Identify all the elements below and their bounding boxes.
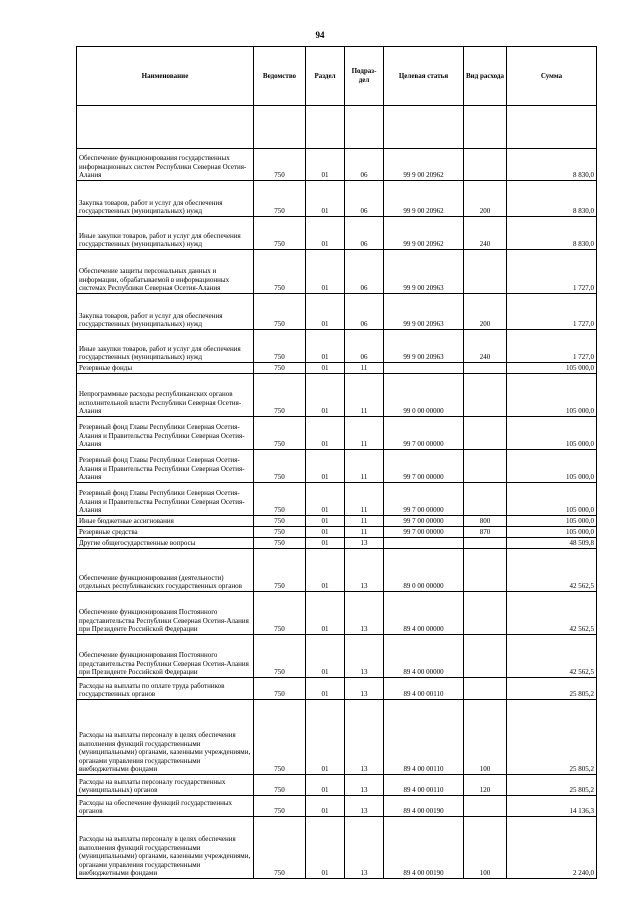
cell-amount: 105 000,0 (507, 363, 597, 374)
cell-expense-type: 240 (464, 330, 507, 363)
table-row (77, 417, 597, 450)
cell-name: Обеспечение функционирования Постоянного представительства Республики Северная Осетия-Алания при Президенте Российской Федерации (77, 635, 254, 678)
cell-section: 01 (306, 450, 345, 483)
table-header-row (77, 47, 597, 106)
cell-name: Обеспечение защиты персональных данных и информации, обрабатываемой в информационных системах Республики Северная Осетия-Алания (77, 250, 254, 294)
table-row (77, 483, 597, 516)
table-row (77, 635, 597, 678)
cell-department: 750 (254, 549, 306, 592)
cell-name: Иные бюджетные ассигнования (77, 516, 254, 527)
cell-section: 01 (306, 363, 345, 374)
page-number: 94 (315, 30, 325, 40)
cell-department: 750 (254, 796, 306, 817)
cell-subsection: 13 (345, 635, 384, 678)
cell-name: Расходы на выплаты персоналу в целях обеспечения выполнения функций государственными (муниципальными) органами, казенными учреждениями, органами управления государственными внебюджетными фондами (77, 700, 254, 775)
cell-section: 01 (306, 678, 345, 700)
cell-subsection: 11 (345, 527, 384, 538)
table-row (77, 549, 597, 592)
header-expense-type: Вид расхода (464, 47, 507, 106)
cell-section: 01 (306, 181, 345, 217)
header-amount: Сумма (507, 47, 597, 106)
table-row (77, 250, 597, 294)
table-row (77, 538, 597, 549)
cell-amount: 105 000,0 (507, 417, 597, 450)
table-row (77, 700, 597, 775)
cell-subsection: 06 (345, 330, 384, 363)
cell-section: 01 (306, 635, 345, 678)
cell-amount: 1 727,0 (507, 330, 597, 363)
cell-subsection: 11 (345, 363, 384, 374)
cell-section: 01 (306, 294, 345, 330)
cell-department: 750 (254, 250, 306, 294)
cell-target: 99 7 00 00000 (384, 527, 464, 538)
cell-section: 01 (306, 775, 345, 796)
cell-section: 01 (306, 217, 345, 250)
cell-department: 750 (254, 149, 306, 181)
cell-expense-type (464, 450, 507, 483)
cell-name: Резервный фонд Главы Республики Северная Осетия-Алания и Правительства Республики Северная Осетия-Алания (77, 483, 254, 516)
cell-target: 89 4 00 00110 (384, 700, 464, 775)
table-row (77, 330, 597, 363)
header-department: Ведомство (254, 47, 306, 106)
cell-amount: 1 727,0 (507, 294, 597, 330)
cell-subsection: 11 (345, 417, 384, 450)
cell-subsection: 11 (345, 516, 384, 527)
cell-target: 89 4 00 00190 (384, 817, 464, 879)
cell-section: 01 (306, 592, 345, 635)
cell-department: 750 (254, 450, 306, 483)
cell-subsection: 11 (345, 450, 384, 483)
cell-expense-type (464, 483, 507, 516)
cell-section: 01 (306, 250, 345, 294)
cell-subsection: 13 (345, 817, 384, 879)
cell-expense-type (464, 635, 507, 678)
cell-subsection: 13 (345, 678, 384, 700)
cell-department: 750 (254, 374, 306, 417)
cell-department: 750 (254, 775, 306, 796)
cell-subsection: 11 (345, 374, 384, 417)
table-row (77, 775, 597, 796)
cell-department: 750 (254, 417, 306, 450)
cell-subsection: 06 (345, 250, 384, 294)
cell-expense-type: 800 (464, 516, 507, 527)
cell-amount: 14 136,3 (507, 796, 597, 817)
table-row (77, 592, 597, 635)
cell-section: 01 (306, 817, 345, 879)
cell-expense-type (464, 538, 507, 549)
table-row (77, 363, 597, 374)
table-row (77, 796, 597, 817)
cell-expense-type: 870 (464, 527, 507, 538)
cell-department: 750 (254, 635, 306, 678)
table-row (77, 678, 597, 700)
cell-name: Расходы на выплаты персоналу государственных (муниципальных) органов (77, 775, 254, 796)
cell-expense-type (464, 363, 507, 374)
cell-name: Обеспечение функционирования (деятельности) отдельных республиканских государственных органов (77, 549, 254, 592)
table-body (77, 149, 597, 879)
header-target: Целевая статья (384, 47, 464, 106)
cell-expense-type (464, 374, 507, 417)
cell-amount: 8 830,0 (507, 181, 597, 217)
cell-expense-type: 200 (464, 294, 507, 330)
cell-amount: 25 805,2 (507, 678, 597, 700)
cell-name: Расходы на выплаты персоналу в целях обеспечения выполнения функций государственными (муниципальными) органами, казенными учреждениями, органами управления государственными внебюджетными фондами (77, 817, 254, 879)
cell-target: 89 4 00 00000 (384, 635, 464, 678)
table-spacer-row (77, 106, 597, 149)
cell-expense-type (464, 592, 507, 635)
table-row (77, 527, 597, 538)
cell-target: 89 4 00 00000 (384, 592, 464, 635)
cell-amount: 2 240,0 (507, 817, 597, 879)
cell-section: 01 (306, 483, 345, 516)
cell-target: 99 9 00 20963 (384, 294, 464, 330)
budget-table (76, 46, 597, 879)
cell-subsection: 06 (345, 149, 384, 181)
cell-department: 750 (254, 181, 306, 217)
cell-expense-type (464, 796, 507, 817)
cell-name: Резервные фонды (77, 363, 254, 374)
cell-name: Другие общегосударственные вопросы (77, 538, 254, 549)
cell-target: 99 7 00 00000 (384, 483, 464, 516)
cell-subsection: 13 (345, 700, 384, 775)
cell-name: Резервный фонд Главы Республики Северная Осетия-Алания и Правительства Республики Северная Осетия-Алания (77, 417, 254, 450)
header-name: Наименование (77, 47, 254, 106)
table-row (77, 817, 597, 879)
cell-section: 01 (306, 149, 345, 181)
cell-section: 01 (306, 516, 345, 527)
cell-amount: 105 000,0 (507, 516, 597, 527)
cell-subsection: 13 (345, 775, 384, 796)
table-row (77, 516, 597, 527)
cell-expense-type (464, 417, 507, 450)
cell-amount: 42 562,5 (507, 635, 597, 678)
cell-amount: 48 509,8 (507, 538, 597, 549)
cell-subsection: 06 (345, 294, 384, 330)
cell-expense-type (464, 149, 507, 181)
cell-amount: 8 830,0 (507, 149, 597, 181)
cell-department: 750 (254, 700, 306, 775)
cell-department: 750 (254, 592, 306, 635)
cell-amount: 42 562,5 (507, 549, 597, 592)
cell-name: Закупка товаров, работ и услуг для обеспечения государственных (муниципальных) нужд (77, 294, 254, 330)
cell-section: 01 (306, 330, 345, 363)
cell-name: Обеспечение функционирования государственных информационных систем Республики Северная Осетия-Алания (77, 149, 254, 181)
cell-target (384, 538, 464, 549)
cell-name: Обеспечение функционирования Постоянного представительства Республики Северная Осетия-Алания при Президенте Российской Федерации (77, 592, 254, 635)
cell-expense-type: 100 (464, 817, 507, 879)
cell-department: 750 (254, 817, 306, 879)
cell-section: 01 (306, 538, 345, 549)
cell-expense-type (464, 678, 507, 700)
cell-target: 89 4 00 00190 (384, 796, 464, 817)
table-row (77, 149, 597, 181)
cell-target: 99 9 00 20962 (384, 149, 464, 181)
cell-target: 99 9 00 20962 (384, 181, 464, 217)
table-row (77, 374, 597, 417)
cell-amount: 25 805,2 (507, 775, 597, 796)
cell-name: Иные закупки товаров, работ и услуг для обеспечения государственных (муниципальных) нужд (77, 330, 254, 363)
cell-target: 99 7 00 00000 (384, 417, 464, 450)
cell-target: 99 9 00 20962 (384, 217, 464, 250)
table-row (77, 181, 597, 217)
cell-subsection: 13 (345, 549, 384, 592)
cell-section: 01 (306, 374, 345, 417)
cell-target: 99 9 00 20963 (384, 250, 464, 294)
cell-expense-type: 200 (464, 181, 507, 217)
cell-section: 01 (306, 549, 345, 592)
table-row (77, 450, 597, 483)
cell-section: 01 (306, 527, 345, 538)
cell-expense-type (464, 250, 507, 294)
cell-section: 01 (306, 417, 345, 450)
cell-target: 89 4 00 00110 (384, 775, 464, 796)
cell-section: 01 (306, 796, 345, 817)
cell-subsection: 13 (345, 592, 384, 635)
cell-amount: 25 805,2 (507, 700, 597, 775)
cell-subsection: 06 (345, 217, 384, 250)
header-section: Раздел (306, 47, 345, 106)
cell-department: 750 (254, 678, 306, 700)
cell-amount: 105 000,0 (507, 374, 597, 417)
cell-name: Расходы на обеспечение функций государственных органов (77, 796, 254, 817)
cell-expense-type (464, 549, 507, 592)
cell-target: 89 4 00 00110 (384, 678, 464, 700)
cell-name: Расходы на выплаты по оплате труда работников государственных органов (77, 678, 254, 700)
cell-amount: 1 727,0 (507, 250, 597, 294)
cell-subsection: 13 (345, 796, 384, 817)
cell-name: Резервный фонд Главы Республики Северная Осетия-Алания и Правительства Республики Северная Осетия-Алания (77, 450, 254, 483)
cell-department: 750 (254, 483, 306, 516)
cell-name: Непрограммные расходы республиканских органов исполнительной власти Республики Северная Осетия-Алания (77, 374, 254, 417)
cell-department: 750 (254, 330, 306, 363)
cell-target: 99 9 00 20963 (384, 330, 464, 363)
cell-target: 99 0 00 00000 (384, 374, 464, 417)
cell-section: 01 (306, 700, 345, 775)
cell-name: Резервные средства (77, 527, 254, 538)
cell-target: 89 0 00 00000 (384, 549, 464, 592)
cell-name: Закупка товаров, работ и услуг для обеспечения государственных (муниципальных) нужд (77, 181, 254, 217)
cell-department: 750 (254, 217, 306, 250)
cell-subsection: 06 (345, 181, 384, 217)
cell-expense-type: 120 (464, 775, 507, 796)
cell-target (384, 363, 464, 374)
cell-department: 750 (254, 527, 306, 538)
cell-department: 750 (254, 363, 306, 374)
cell-name: Иные закупки товаров, работ и услуг для обеспечения государственных (муниципальных) нужд (77, 217, 254, 250)
cell-expense-type: 240 (464, 217, 507, 250)
cell-target: 99 7 00 00000 (384, 450, 464, 483)
table-row (77, 294, 597, 330)
cell-department: 750 (254, 538, 306, 549)
cell-amount: 105 000,0 (507, 483, 597, 516)
cell-subsection: 13 (345, 538, 384, 549)
cell-amount: 42 562,5 (507, 592, 597, 635)
cell-department: 750 (254, 294, 306, 330)
cell-department: 750 (254, 516, 306, 527)
cell-expense-type: 100 (464, 700, 507, 775)
cell-subsection: 11 (345, 483, 384, 516)
cell-amount: 105 000,0 (507, 527, 597, 538)
cell-target: 99 7 00 00000 (384, 516, 464, 527)
cell-amount: 8 830,0 (507, 217, 597, 250)
header-subsection: Подраз-дел (345, 47, 384, 106)
cell-amount: 105 000,0 (507, 450, 597, 483)
table-row (77, 217, 597, 250)
